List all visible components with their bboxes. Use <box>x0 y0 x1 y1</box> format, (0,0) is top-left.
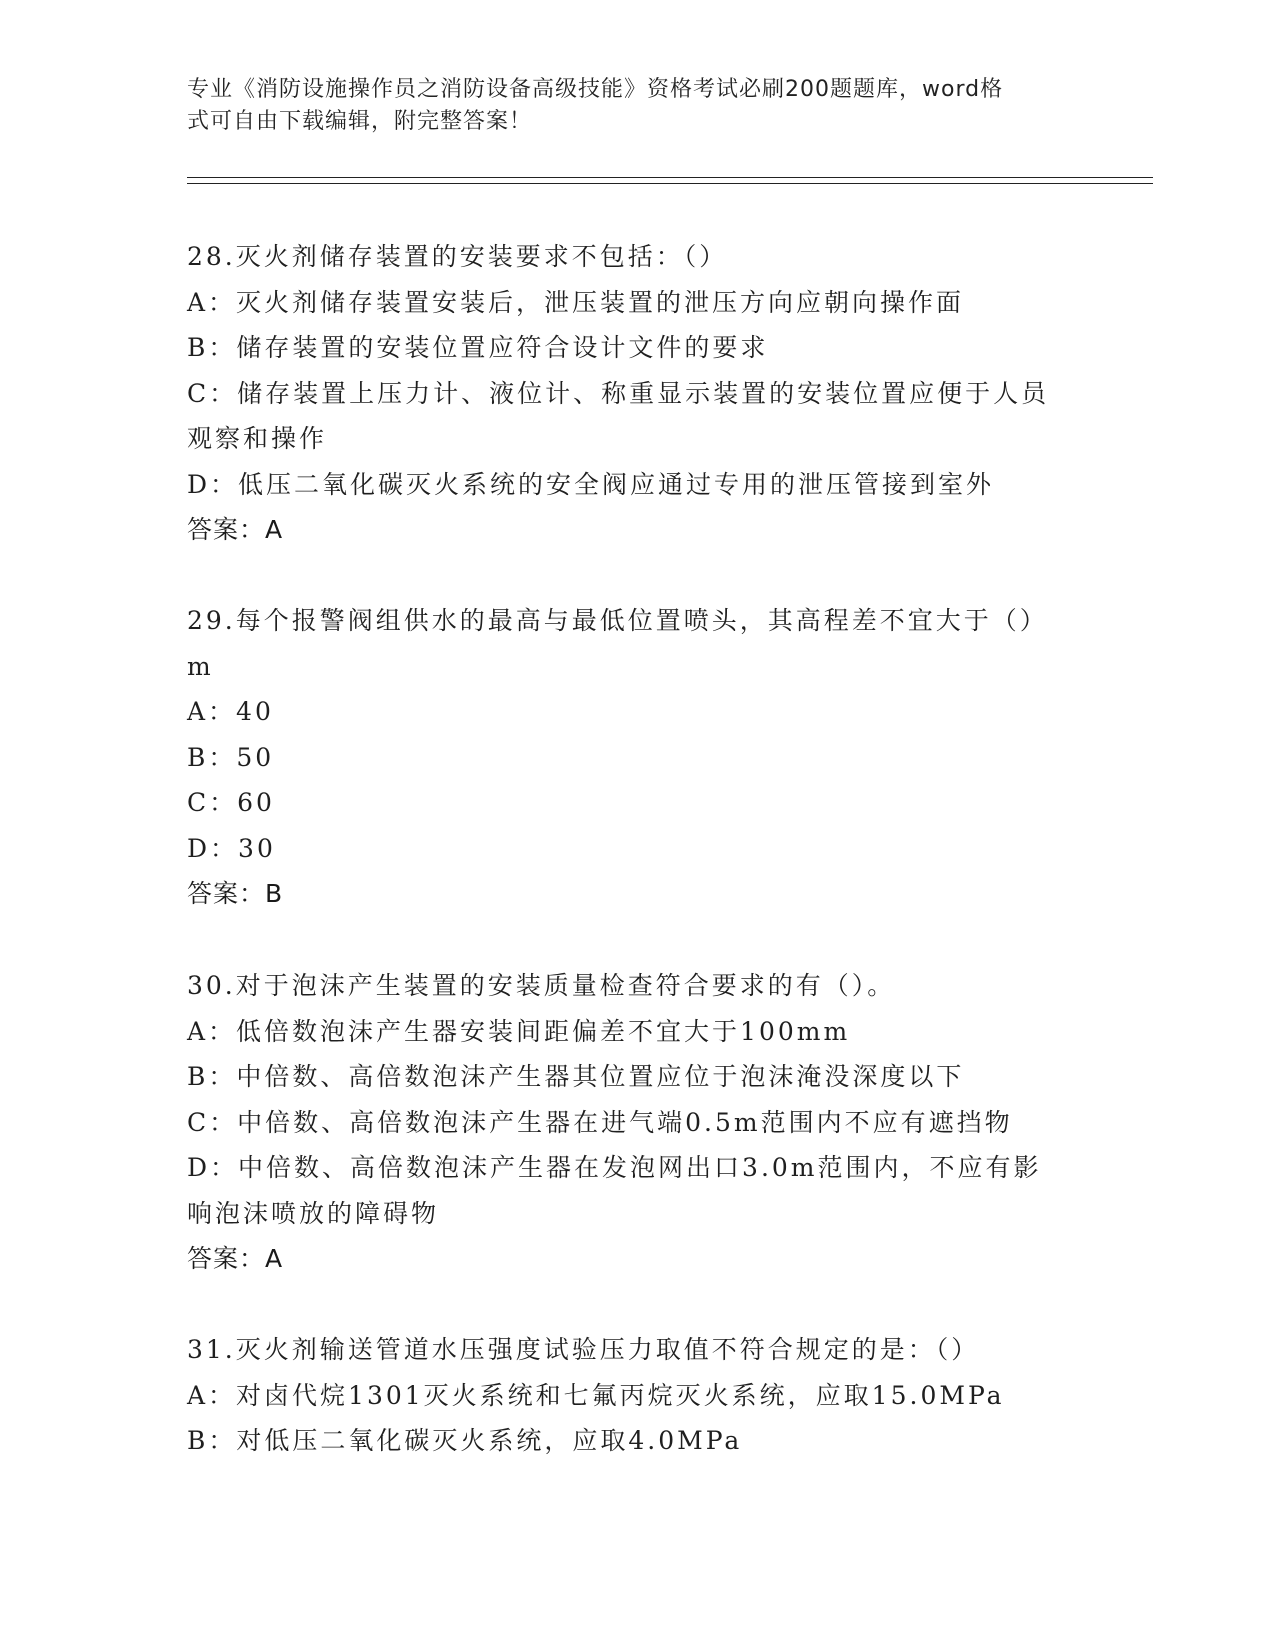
option-d: D：低压二氧化碳灭火系统的安全阀应通过专用的泄压管接到室外 <box>187 469 995 499</box>
question-28 <box>187 234 1087 553</box>
option-a: A：灭火剂储存装置安装后，泄压装置的泄压方向应朝向操作面 <box>187 287 965 317</box>
header-line-2: 式可自由下载编辑，附完整答案！ <box>187 109 533 134</box>
option-b: B：中倍数、高倍数泡沫产生器其位置应位于泡沫淹没深度以下 <box>187 1062 965 1091</box>
answer-label: 答案：A <box>187 1244 284 1273</box>
option-c: C：60 <box>187 788 275 817</box>
option-b: B：50 <box>187 742 275 772</box>
option-c: C：储存装置上压力计、液位计、称重显示装置的安装位置应便于人员 <box>187 378 1050 408</box>
question-29 <box>187 598 1087 917</box>
question-30 <box>187 963 1087 1282</box>
option-d: D：30 <box>187 833 276 863</box>
question-stem: 28.灭火剂储存装置的安装要求不包括：（） <box>187 242 728 271</box>
option-b: B：对低压二氧化碳灭火系统，应取4.0MPa <box>187 1426 743 1455</box>
header-divider-bottom <box>187 183 1153 184</box>
option-a: A：40 <box>187 697 274 726</box>
question-stem-continued: m <box>187 651 214 681</box>
document-header <box>187 74 1067 138</box>
option-d-continued: 响泡沫喷放的障碍物 <box>187 1198 440 1228</box>
question-stem: 29.每个报警阀组供水的最高与最低位置喷头，其高程差不宜大于（） <box>187 606 1048 635</box>
option-b: B：储存装置的安装位置应符合设计文件的要求 <box>187 333 769 362</box>
answer-label: 答案：B <box>187 879 284 908</box>
question-31 <box>187 1327 1087 1464</box>
answer-label: 答案：A <box>187 515 284 544</box>
option-d: D：中倍数、高倍数泡沫产生器在发泡网出口3.0m范围内，不应有影 <box>187 1153 1042 1182</box>
option-a: A：低倍数泡沫产生器安装间距偏差不宜大于100mm <box>187 1016 851 1046</box>
header-line-1: 专业《消防设施操作员之消防设备高级技能》资格考试必刷200题题库，word格 <box>187 77 1004 102</box>
question-stem: 31.灭火剂输送管道水压强度试验压力取值不符合规定的是：（） <box>187 1335 980 1364</box>
header-divider-top <box>187 177 1153 178</box>
option-c-continued: 观察和操作 <box>187 424 328 453</box>
question-stem: 30.对于泡沫产生装置的安装质量检查符合要求的有（）。 <box>187 971 896 1000</box>
option-c: C：中倍数、高倍数泡沫产生器在进气端0.5m范围内不应有遮挡物 <box>187 1107 1013 1137</box>
option-a: A：对卤代烷1301灭火系统和七氟丙烷灭火系统，应取15.0MPa <box>187 1380 1005 1410</box>
